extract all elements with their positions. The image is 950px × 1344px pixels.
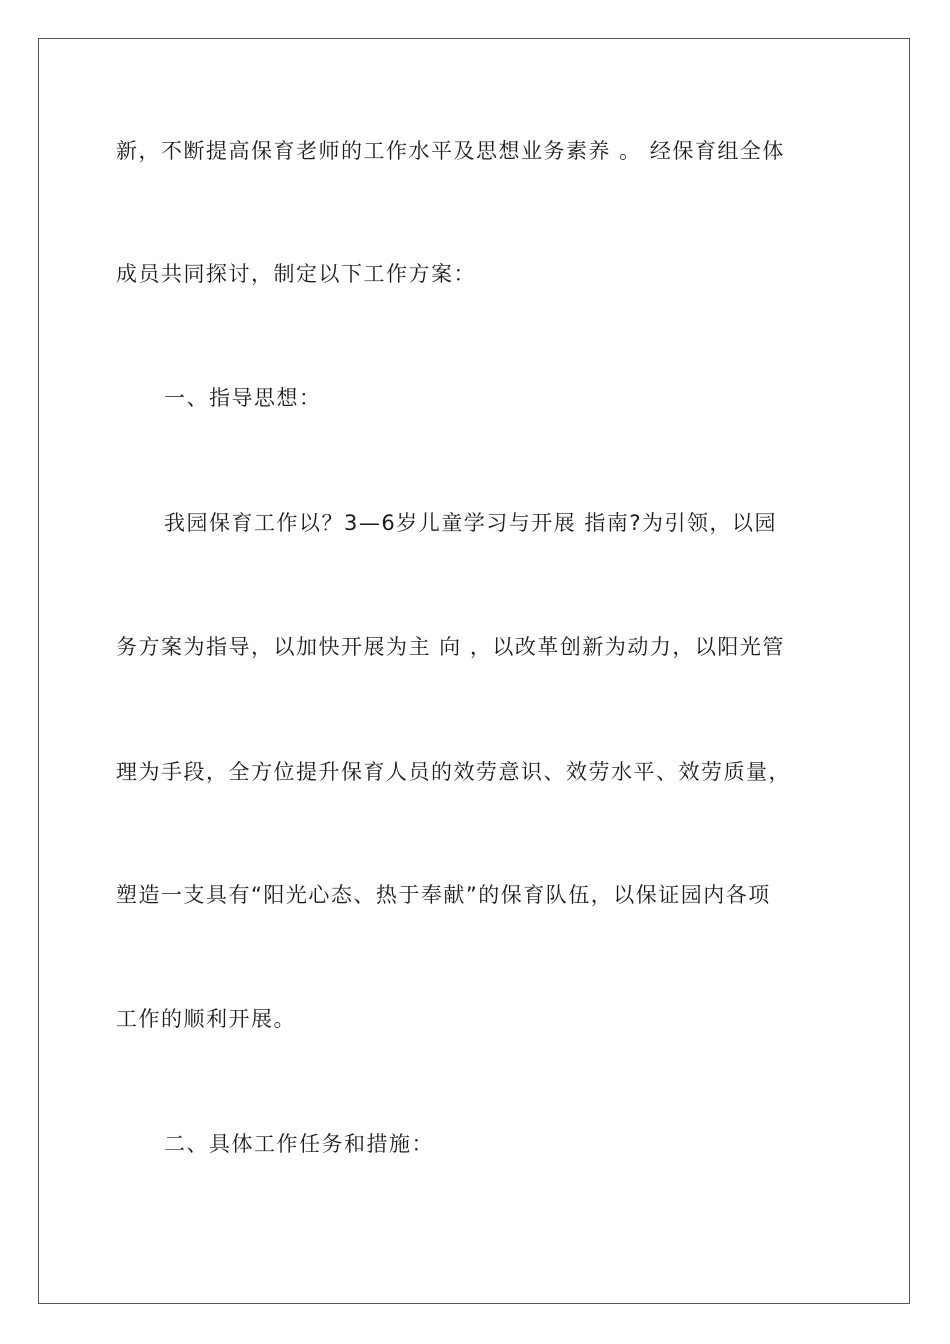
- paragraph-line-1: 新，不断提高保育老师的工作水平及思想业务素养 。 经保育组全体: [116, 139, 785, 163]
- section-heading-guiding-thought: 一、指导思想：: [164, 386, 322, 410]
- section-heading-tasks-and-measures: 二、具体工作任务和措施：: [164, 1132, 434, 1156]
- paragraph-line-2: 成员共同探讨，制定以下工作方案：: [116, 262, 476, 286]
- paragraph-line-3: 我园保育工作以？3—6岁儿童学习与开展 指南?为引领，以园: [164, 511, 778, 535]
- paragraph-line-5: 理为手段，全方位提升保育人员的效劳意识、效劳水平、效劳质量，: [116, 760, 791, 784]
- paragraph-line-6: 塑造一支具有“阳光心态、热于奉献”的保育队伍，以保证园内各项: [116, 883, 771, 907]
- paragraph-line-7: 工作的顺利开展。: [116, 1007, 296, 1031]
- page-frame: [38, 38, 910, 1304]
- paragraph-line-4: 务方案为指导，以加快开展为主 向 ，以改革创新为动力，以阳光管: [116, 635, 785, 659]
